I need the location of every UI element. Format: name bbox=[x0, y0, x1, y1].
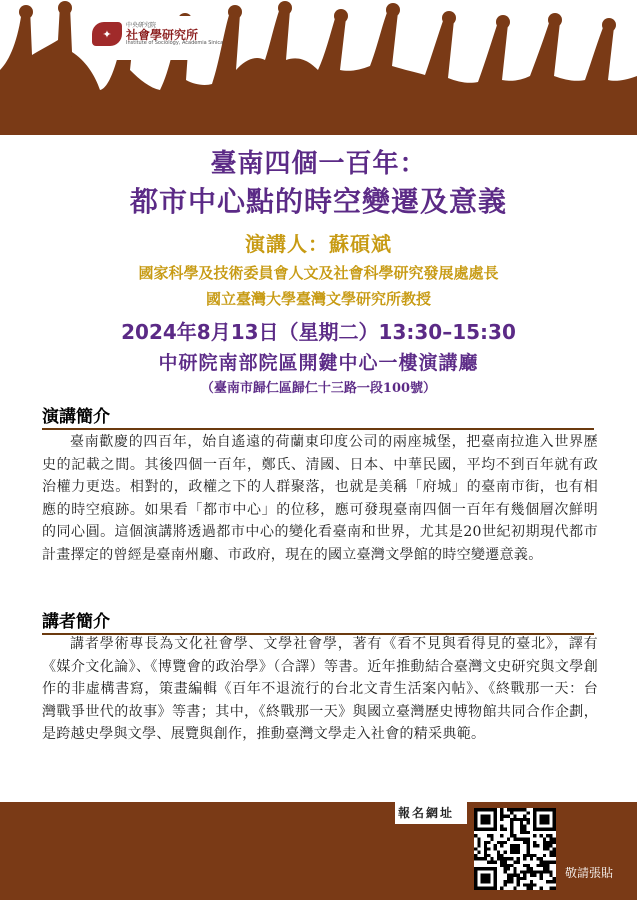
institute-logo-text bbox=[126, 23, 223, 46]
speaker-intro-body: 講者學術專長為文化社會學、文學社會學，著有《看不見與看得見的臺北》，譯有《媒介文化論》、《博覽會的政治學》（合譯）等書。近年推動結合臺灣文史研究與文學創作的非虛構書寫，策畫編輯《百年不退流行的台北文青生活案內帖》、《終戰那一天：台灣戰爭世代的故事》等書；其中，《終戰那一天》與國立臺灣歷史博物館共同合作企劃，是跨越史學與文學、展覽與創作，推動臺灣文學走入社會的精采典範。 bbox=[42, 636, 598, 742]
speaker-intro-heading-text: 講者簡介 bbox=[42, 612, 110, 632]
logo-org-en: Institute of Sociology, Academia Sinica bbox=[126, 39, 224, 46]
title-line-1: 臺南四個一百年： bbox=[210, 149, 427, 179]
post-note: 敬請張貼 bbox=[565, 866, 614, 880]
speaker-affiliation-1: 國家科學及技術委員會人文及社會科學研究發展處處長 bbox=[138, 264, 499, 282]
qr-code-icon[interactable] bbox=[474, 808, 556, 890]
register-label: 報名網址 bbox=[398, 806, 455, 820]
speaker-affiliation-2: 國立臺灣大學臺灣文學研究所教授 bbox=[205, 290, 431, 308]
talk-intro-body: 臺南歡慶的四百年，始自遙遠的荷蘭東印度公司的兩座城堡，把臺南拉進入世界歷史的記載之間。其後四個一百年，鄭氏、清國、日本、中華民國，平均不到百年就有政治權力更迭。相對的，政權之下的人群聚落，也就是美稱「府城」的臺南市街，也有相應的時空痕跡。如果看「都市中心」的位移，應可發現臺南四個一百年有幾個層次鮮明的同心圓。這個演講將透過都市中心的變化看臺南和世界，尤其是20世紀初期現代都市計畫擇定的曾經是臺南州廳、市政府，現在的國立臺灣文學館的時空變遷意義。 bbox=[42, 434, 598, 563]
logo-org-small: 中央研究院 bbox=[126, 21, 157, 29]
event-address: （臺南市歸仁區歸仁十三路一段100號） bbox=[200, 381, 437, 396]
institute-logo bbox=[92, 22, 223, 46]
event-datetime: 2024年8月13日（星期二）13:30–15:30 bbox=[121, 320, 516, 344]
institute-logo-icon: ✦ bbox=[92, 22, 122, 46]
talk-intro-heading bbox=[42, 402, 594, 430]
logo-org-name: 社會學研究所 bbox=[126, 27, 199, 42]
event-venue: 中研院南部院區開鍵中心一樓演講廳 bbox=[158, 352, 479, 374]
talk-intro-heading-text: 演講簡介 bbox=[42, 407, 110, 427]
title-line-2: 都市中心點的時空變遷及意義 bbox=[129, 185, 507, 218]
crowd-silhouette-banner bbox=[0, 0, 637, 135]
speaker-name: 演講人：蘇碩斌 bbox=[245, 232, 392, 256]
speaker-intro-heading bbox=[42, 607, 594, 635]
